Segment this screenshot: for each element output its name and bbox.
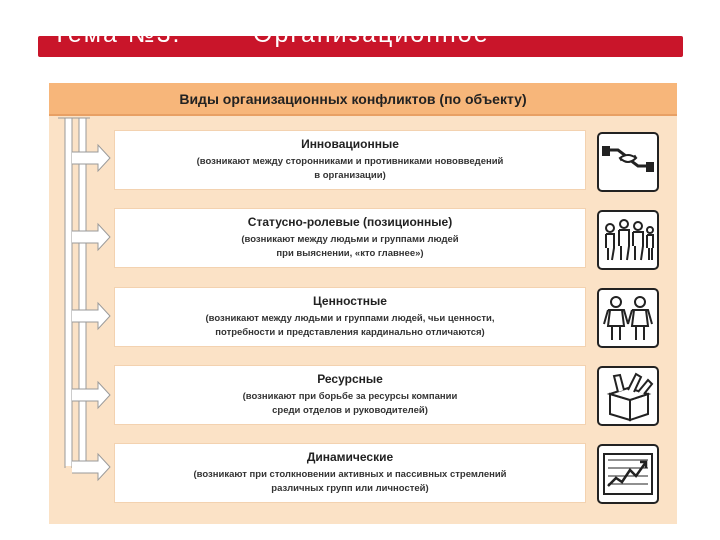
- conflict-type-description: (возникают между людьми и группами людей, чьи ценности, потребности и представления кардинально отличаются): [205, 313, 495, 338]
- diagram-header-text: Виды организационных конфликтов (по объекту): [179, 90, 527, 107]
- connector-arrow-1: [72, 145, 110, 171]
- connector-arrow-4: [72, 382, 110, 408]
- connector-arrow-2: [72, 224, 110, 250]
- conflict-type-innovation: [115, 131, 585, 189]
- slide-title: Тема №3. Организационное: [52, 20, 490, 48]
- connector-arrows: [72, 145, 110, 480]
- conflict-type-description: (возникают при борьбе за ресурсы компании среди отделов и руководителей): [242, 391, 458, 416]
- conflict-type-title: Статусно-ролевые (позиционные): [247, 215, 453, 229]
- conflict-type-description: (возникают между сторонниками и противниками нововведений в организации): [196, 156, 504, 181]
- conflict-type-title: Ценностные: [313, 294, 387, 308]
- conflict-type-status-role: [115, 209, 585, 267]
- handshake-icon: [597, 132, 659, 192]
- connector-arrow-5: [72, 454, 110, 480]
- conflict-type-description: (возникают при столкновении активных и пассивных стремлений различных групп или личностей): [193, 469, 507, 494]
- conflict-type-resources: [115, 366, 585, 424]
- slide-title-continuation: поведение: [48, 56, 185, 80]
- conflict-type-title: Динамические: [306, 450, 394, 464]
- resource-box-icon: [597, 366, 659, 426]
- conflict-type-values: [115, 288, 585, 346]
- conflict-type-title: Ресурсные: [317, 372, 383, 386]
- group-people-icon: [597, 210, 659, 270]
- conflict-type-title: Инновационные: [301, 137, 399, 151]
- two-people-icon: [597, 288, 659, 348]
- trend-chart-icon: [597, 444, 659, 504]
- conflict-type-dynamic: [115, 444, 585, 502]
- conflict-type-description: (возникают между людьми и группами людей при выяснении, «кто главнее»): [241, 234, 459, 259]
- connector-arrow-3: [72, 303, 110, 329]
